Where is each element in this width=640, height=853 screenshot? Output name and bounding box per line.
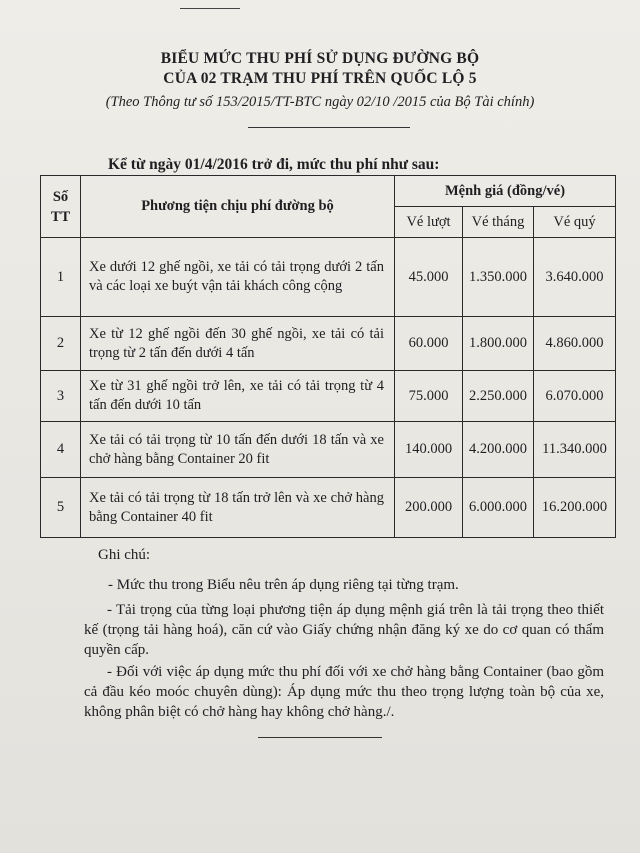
notes-title: Ghi chú: bbox=[98, 547, 151, 563]
row-stt: 4 bbox=[41, 422, 81, 478]
row-per-trip: 200.000 bbox=[395, 478, 463, 538]
header-stt: Số TT bbox=[41, 176, 81, 238]
row-description: Xe từ 31 ghế ngồi trở lên, xe tải có tải trọng từ 4 tấn đến dưới 10 tấn bbox=[81, 371, 395, 422]
table-row bbox=[41, 422, 616, 478]
row-monthly: 2.250.000 bbox=[463, 371, 534, 422]
row-stt: 3 bbox=[41, 371, 81, 422]
table-row bbox=[41, 238, 616, 317]
row-quarterly: 4.860.000 bbox=[534, 317, 616, 371]
doc-title-line2: CỦA 02 TRẠM THU PHÍ TRÊN QUỐC LỘ 5 bbox=[163, 70, 477, 87]
row-stt: 2 bbox=[41, 317, 81, 371]
header-vehicle: Phương tiện chịu phí đường bộ bbox=[81, 176, 395, 238]
row-description: Xe từ 12 ghế ngồi đến 30 ghế ngồi, xe tải có tải trọng từ 2 tấn đến dưới 4 tấn bbox=[81, 317, 395, 371]
row-quarterly: 3.640.000 bbox=[534, 238, 616, 317]
row-stt: 5 bbox=[41, 478, 81, 538]
row-description: Xe tải có tải trọng từ 18 tấn trở lên và xe chở hàng bằng Container 40 fit bbox=[81, 478, 395, 538]
top-edge-mark bbox=[180, 0, 240, 9]
row-quarterly: 11.340.000 bbox=[534, 422, 616, 478]
header-quarterly: Vé quý bbox=[534, 207, 616, 238]
doc-subtitle: (Theo Thông tư số 153/2015/TT-BTC ngày 02/10 /2015 của Bộ Tài chính) bbox=[105, 94, 535, 110]
table-row bbox=[41, 371, 616, 422]
note-item: - Đối với việc áp dụng mức thu phí đối với xe chở hàng bằng Container (bao gồm cả đầu kéo moóc chuyên dùng): Áp dụng mức thu theo trọng lượng toàn bộ của xe, không phân biệt có chở hàng hay không chở hàng./. bbox=[84, 664, 604, 720]
row-stt: 1 bbox=[41, 238, 81, 317]
row-description: Xe dưới 12 ghế ngồi, xe tải có tải trọng dưới 2 tấn và các loại xe buýt vận tải khách công cộng bbox=[81, 238, 395, 317]
row-quarterly: 6.070.000 bbox=[534, 371, 616, 422]
note-item: - Tải trọng của từng loại phương tiện áp dụng mệnh giá trên là tải trọng theo thiết kế (trọng tải hàng hoá), căn cứ vào Giấy chứng nhận đăng ký xe do cơ quan có thẩm quyền cấp. bbox=[84, 602, 604, 658]
note-item: - Mức thu trong Biểu nêu trên áp dụng riêng tại từng trạm. bbox=[108, 577, 459, 593]
header-monthly: Vé tháng bbox=[463, 207, 534, 238]
row-per-trip: 75.000 bbox=[395, 371, 463, 422]
title-divider bbox=[248, 127, 410, 128]
table-header-row bbox=[41, 176, 616, 207]
table-row bbox=[41, 478, 616, 538]
row-monthly: 1.800.000 bbox=[463, 317, 534, 371]
row-per-trip: 140.000 bbox=[395, 422, 463, 478]
row-per-trip: 60.000 bbox=[395, 317, 463, 371]
row-description: Xe tải có tải trọng từ 10 tấn đến dưới 18 tấn và xe chở hàng bằng Container 20 fit bbox=[81, 422, 395, 478]
row-quarterly: 16.200.000 bbox=[534, 478, 616, 538]
header-per-trip: Vé lượt bbox=[395, 207, 463, 238]
row-per-trip: 45.000 bbox=[395, 238, 463, 317]
end-divider bbox=[258, 737, 382, 738]
row-monthly: 4.200.000 bbox=[463, 422, 534, 478]
table-row bbox=[41, 317, 616, 371]
fee-table bbox=[40, 175, 616, 538]
row-monthly: 6.000.000 bbox=[463, 478, 534, 538]
doc-title-line1: BIỂU MỨC THU PHÍ SỬ DỤNG ĐƯỜNG BỘ bbox=[160, 50, 480, 67]
row-monthly: 1.350.000 bbox=[463, 238, 534, 317]
header-value-group: Mệnh giá (đồng/vé) bbox=[395, 176, 616, 207]
intro-text: Kể từ ngày 01/4/2016 trở đi, mức thu phí như sau: bbox=[108, 156, 440, 173]
